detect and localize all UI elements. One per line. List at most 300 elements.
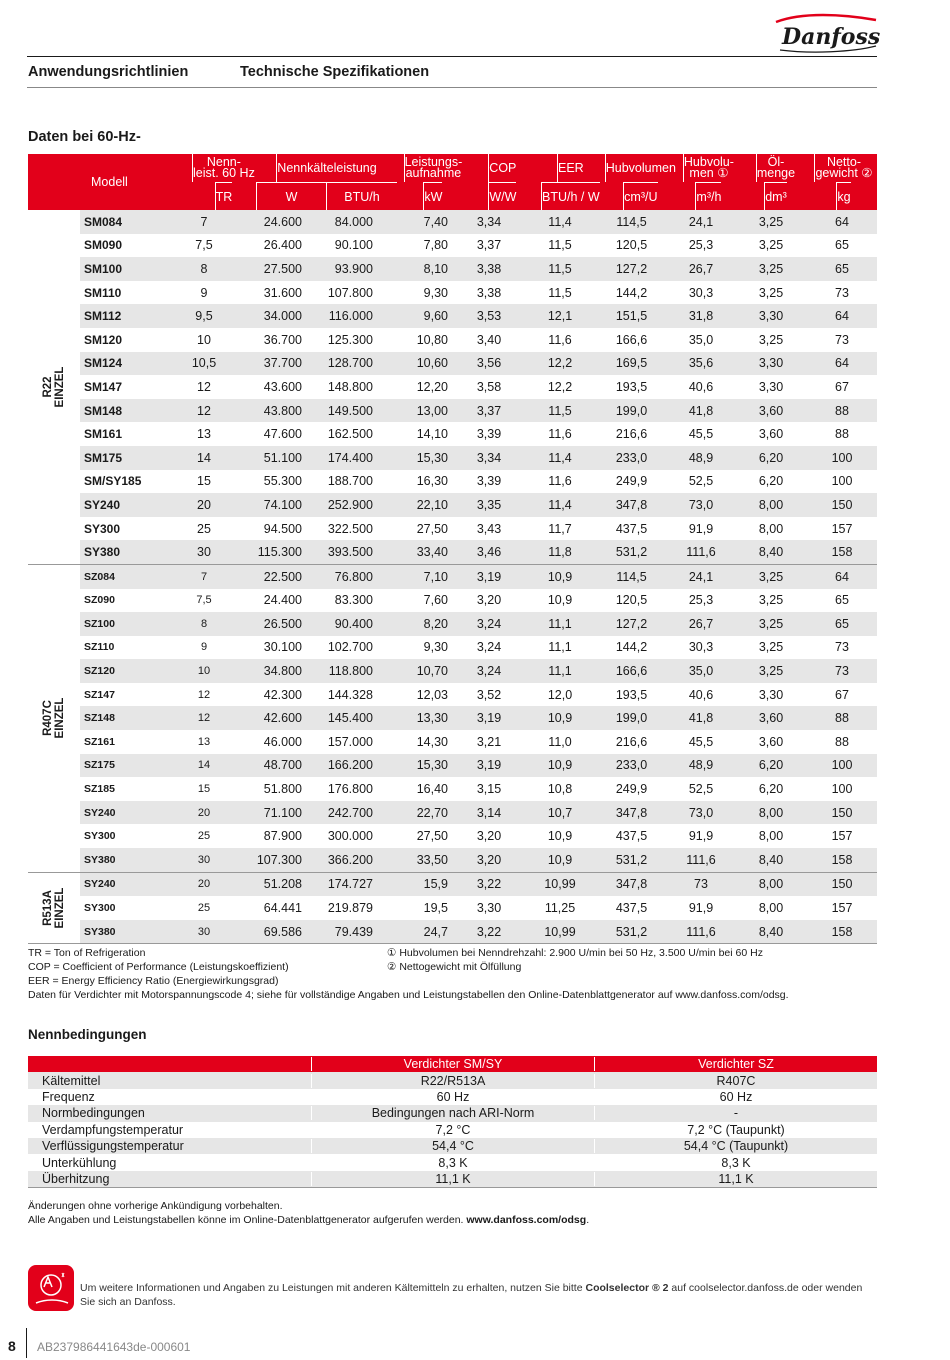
- header-unit-w: W: [256, 182, 326, 210]
- cell-cm3: 144,2: [615, 285, 648, 300]
- cell-kw: 12,03: [416, 687, 448, 702]
- cell-model: SM148: [84, 403, 123, 418]
- cell-kg: 67: [835, 379, 849, 394]
- cell-kg: 158: [831, 545, 853, 560]
- table-group: [28, 210, 877, 565]
- cell-model: SM161: [84, 427, 123, 442]
- cell-model: SZ161: [84, 735, 115, 748]
- cell-cm3: 169,5: [615, 356, 648, 371]
- cell-model: SY240: [84, 806, 116, 819]
- conditions-label: Frequenz: [42, 1089, 95, 1104]
- cell-kg: 150: [831, 805, 853, 820]
- table-body: [28, 210, 877, 944]
- cell-eer: 10,8: [547, 782, 573, 797]
- cell-model: SZ084: [84, 570, 115, 583]
- cell-kw: 19,5: [423, 901, 448, 916]
- cell-model: SM175: [84, 450, 123, 465]
- cell-cm3: 127,2: [615, 616, 648, 631]
- cell-tr: 20: [197, 878, 211, 891]
- cell-kg: 88: [835, 734, 849, 749]
- cell-tr: 7,5: [195, 238, 213, 253]
- cell-btu: 162.500: [327, 427, 373, 442]
- cell-tr: 9,5: [195, 309, 213, 324]
- cell-w: 51.100: [263, 450, 302, 465]
- cell-btu: 242.700: [327, 805, 373, 820]
- cell-m3h: 41,8: [688, 711, 714, 726]
- header-hubvolumen-2: Hubvolu- men ①: [683, 155, 734, 180]
- cell-m3h: 26,7: [688, 616, 714, 631]
- cell-model: SZ090: [84, 594, 115, 607]
- cell-tr: 20: [197, 497, 211, 512]
- header-nennkaelte: Nennkälteleistung: [276, 154, 376, 182]
- cell-model: SM112: [84, 309, 122, 324]
- cell-eer: 11,1: [548, 640, 572, 655]
- conditions-label: Verdampfungstemperatur: [42, 1122, 184, 1137]
- cell-btu: 148.800: [327, 379, 373, 394]
- header-title-left: Anwendungsrichtlinien: [28, 64, 189, 80]
- note-nettogewicht: ② Nettogewicht mit Ölfüllung: [387, 961, 522, 973]
- cell-kw: 9,30: [423, 285, 448, 300]
- cell-btu: 176.800: [327, 782, 373, 797]
- cell-eer: 10,9: [547, 829, 573, 844]
- cell-cop: 3,37: [476, 403, 502, 418]
- cell-kw: 14,30: [416, 734, 448, 749]
- cell-cop: 3,22: [476, 877, 502, 892]
- header-unit-dm3: dm³: [764, 182, 787, 210]
- cell-kg: 64: [835, 356, 849, 371]
- header-model: Modell: [91, 175, 128, 189]
- cell-kg: 65: [835, 593, 849, 608]
- table-row: [80, 920, 877, 944]
- cell-m3h: 41,8: [688, 403, 714, 418]
- cell-eer: 12,1: [547, 309, 573, 324]
- conditions-row: [28, 1072, 877, 1088]
- cell-eer: 11,5: [548, 238, 572, 253]
- cell-kg: 100: [831, 758, 853, 773]
- cell-eer: 10,99: [544, 877, 576, 892]
- cell-m3h: 73,0: [688, 805, 714, 820]
- cell-m3h: 52,5: [688, 474, 714, 489]
- cell-cop: 3,30: [476, 901, 502, 916]
- table-row: [80, 824, 877, 848]
- cell-eer: 11,5: [548, 403, 572, 418]
- cell-model: SY380: [84, 853, 116, 866]
- cell-tr: 12: [197, 712, 211, 725]
- cell-w: 87.900: [263, 829, 302, 844]
- note-cop: COP = Coefficient of Performance (Leistungskoeffizient): [28, 961, 289, 973]
- cell-tr: 10: [197, 332, 211, 347]
- cell-dm3: 3,25: [758, 332, 784, 347]
- cell-cm3: 347,8: [615, 805, 648, 820]
- header-unit-ww: W/W: [488, 182, 516, 210]
- table-row: [80, 210, 877, 234]
- cell-tr: 7,5: [196, 594, 212, 607]
- group-label-text: R513A EINZEL: [41, 887, 66, 929]
- page-number: 8: [8, 1338, 16, 1354]
- cell-cop: 3,46: [476, 545, 502, 560]
- cell-w: 64.441: [263, 901, 302, 916]
- cell-kw: 10,80: [416, 332, 448, 347]
- cell-cm3: 199,0: [615, 711, 648, 726]
- footer-notes: [28, 1199, 589, 1227]
- cell-btu: 144.328: [327, 687, 373, 702]
- cell-kw: 15,30: [416, 758, 448, 773]
- cell-tr: 30: [197, 853, 211, 866]
- cell-btu: 145.400: [327, 711, 373, 726]
- cell-w: 26.500: [263, 616, 302, 631]
- cell-cop: 3,37: [476, 238, 502, 253]
- cell-model: SM120: [84, 332, 123, 347]
- cell-tr: 8: [200, 617, 208, 630]
- conditions-sz: R407C: [594, 1074, 877, 1088]
- note-hubvolumen: ① Hubvolumen bei Nenndrehzahl: 2.900 U/min bei 50 Hz, 3.500 U/min bei 60 Hz: [387, 947, 763, 959]
- cell-btu: 84.000: [334, 214, 373, 229]
- cell-w: 42.300: [263, 687, 302, 702]
- cell-model: SM084: [84, 214, 123, 229]
- cell-cop: 3,35: [476, 497, 502, 512]
- cell-kg: 65: [835, 238, 849, 253]
- cell-kg: 73: [835, 332, 849, 347]
- cell-cop: 3,24: [476, 616, 502, 631]
- table-row: [80, 801, 877, 825]
- cell-cop: 3,19: [476, 758, 502, 773]
- cell-tr: 20: [197, 806, 211, 819]
- cell-kw: 27,50: [416, 521, 448, 536]
- footer-note-changes: Änderungen ohne vorherige Ankündigung vorbehalten.: [28, 1200, 283, 1212]
- cell-cm3: 166,6: [615, 332, 648, 347]
- cell-kg: 65: [835, 261, 849, 276]
- cell-eer: 11,6: [548, 427, 572, 442]
- cell-dm3: 3,30: [758, 379, 784, 394]
- cell-btu: 300.000: [327, 829, 373, 844]
- conditions-sz: 11,1 K: [594, 1172, 877, 1186]
- cell-w: 24.400: [263, 593, 302, 608]
- cell-cm3: 144,2: [615, 640, 648, 655]
- cell-cop: 3,24: [476, 664, 502, 679]
- cell-cop: 3,24: [476, 640, 502, 655]
- cell-tr: 7: [200, 570, 208, 583]
- cell-dm3: 3,25: [758, 214, 784, 229]
- table-row: [80, 777, 877, 801]
- cell-btu: 102.700: [327, 640, 373, 655]
- header-hubvolumen: Hubvolumen: [605, 154, 676, 182]
- table-row: [80, 754, 877, 778]
- cell-eer: 11,8: [548, 545, 572, 560]
- table-row: [80, 234, 877, 258]
- cell-model: SY300: [84, 521, 121, 536]
- cell-m3h: 111,6: [686, 852, 716, 867]
- cell-dm3: 3,25: [758, 640, 784, 655]
- cell-dm3: 3,25: [758, 593, 784, 608]
- cell-model: SZ147: [84, 688, 115, 701]
- cell-kg: 158: [831, 924, 853, 939]
- cell-cm3: 347,8: [615, 497, 648, 512]
- cell-dm3: 3,60: [758, 734, 784, 749]
- cell-m3h: 91,9: [688, 901, 714, 916]
- section-title-60hz: Daten bei 60-Hz-: [28, 129, 141, 145]
- cell-cop: 3,52: [476, 687, 502, 702]
- cell-tr: 15: [197, 474, 211, 489]
- cell-m3h: 111,6: [686, 545, 716, 560]
- conditions-sm-sy: 60 Hz: [311, 1090, 594, 1104]
- cell-cm3: 437,5: [615, 829, 648, 844]
- cell-cop: 3,53: [476, 309, 502, 324]
- cell-kw: 7,80: [423, 238, 448, 253]
- cell-dm3: 3,25: [758, 616, 784, 631]
- cell-dm3: 8,00: [758, 829, 784, 844]
- cell-cop: 3,19: [476, 569, 502, 584]
- odsg-link[interactable]: www.danfoss.com/odsg: [466, 1214, 587, 1226]
- conditions-sm-sy: 54,4 °C: [311, 1139, 594, 1153]
- cell-model: SM110: [84, 285, 122, 300]
- cell-dm3: 8,00: [758, 521, 784, 536]
- cell-tr: 30: [197, 925, 211, 938]
- cell-eer: 10,9: [547, 569, 573, 584]
- cell-dm3: 8,00: [758, 901, 784, 916]
- cell-tr: 25: [197, 521, 211, 536]
- cell-dm3: 3,60: [758, 403, 784, 418]
- header-eer: EER: [557, 154, 584, 182]
- conditions-label: Unterkühlung: [42, 1155, 117, 1170]
- cell-cop: 3,38: [476, 285, 502, 300]
- conditions-sz: 54,4 °C (Taupunkt): [594, 1139, 877, 1153]
- table-row: [80, 730, 877, 754]
- cell-tr: 9: [200, 285, 208, 300]
- table-row: [80, 399, 877, 423]
- note-eer: EER = Energy Efficiency Ratio (Energiewirkungsgrad): [28, 975, 279, 987]
- cell-eer: 11,5: [548, 261, 572, 276]
- cell-eer: 12,2: [547, 379, 573, 394]
- cell-model: SM124: [84, 356, 123, 371]
- table-row: [80, 565, 877, 589]
- cell-eer: 11,4: [548, 214, 572, 229]
- table-row: [80, 848, 877, 872]
- conditions-row: [28, 1105, 877, 1121]
- header-unit-btuw: BTU/h / W: [541, 182, 600, 210]
- cell-cm3: 151,5: [615, 309, 648, 324]
- cell-eer: 11,1: [548, 616, 572, 631]
- coolselector-icon: [28, 1265, 74, 1311]
- cell-kw: 8,10: [423, 261, 448, 276]
- cell-dm3: 3,25: [758, 569, 784, 584]
- cell-w: 47.600: [263, 427, 302, 442]
- table-row: [80, 706, 877, 730]
- cell-cop: 3,19: [476, 711, 502, 726]
- cell-tr: 9: [200, 641, 208, 654]
- cell-w: 51.800: [263, 782, 302, 797]
- cell-eer: 10,7: [547, 805, 573, 820]
- cell-cm3: 114,5: [616, 569, 647, 584]
- coolselector-text: Um weitere Informationen und Angaben zu Leistungen mit anderen Kältemitteln zu erhalten, nutzen Sie bitte Coolselector ® 2 auf coolselector.danfoss.de oder wenden Sie sich an Danfoss.: [80, 1282, 863, 1308]
- cell-w: 43.800: [263, 403, 302, 418]
- cell-w: 69.586: [263, 924, 302, 939]
- cell-w: 27.500: [263, 261, 302, 276]
- cell-dm3: 8,00: [758, 877, 784, 892]
- cell-eer: 10,9: [547, 711, 573, 726]
- cell-dm3: 6,20: [758, 758, 784, 773]
- conditions-label: Überhitzung: [42, 1171, 110, 1186]
- cell-kg: 100: [831, 474, 853, 489]
- document-code: AB237986441643de-000601: [37, 1340, 191, 1354]
- cell-cm3: 114,5: [616, 214, 647, 229]
- conditions-label: Verflüssigungstemperatur: [42, 1139, 184, 1154]
- cell-eer: 11,0: [548, 734, 572, 749]
- cell-eer: 11,7: [548, 521, 572, 536]
- cell-btu: 76.800: [334, 569, 373, 584]
- cell-kg: 64: [835, 214, 849, 229]
- cell-kg: 65: [835, 616, 849, 631]
- cell-cm3: 216,6: [615, 427, 648, 442]
- cell-kw: 15,30: [416, 450, 448, 465]
- table-row: [80, 493, 877, 517]
- cell-btu: 128.700: [327, 356, 373, 371]
- cell-cm3: 347,8: [615, 877, 648, 892]
- cell-w: 30.100: [263, 640, 302, 655]
- cell-cm3: 199,0: [615, 403, 648, 418]
- cell-kw: 10,70: [416, 664, 448, 679]
- cell-eer: 11,5: [548, 285, 572, 300]
- cell-kw: 7,10: [423, 569, 448, 584]
- cell-cm3: 531,2: [615, 924, 648, 939]
- header-unit-cm3: cm³/U: [623, 182, 657, 210]
- header-unit-kg: kg: [836, 182, 850, 210]
- cell-w: 37.700: [263, 356, 302, 371]
- cell-model: SZ120: [84, 665, 115, 678]
- conditions-sm-sy: 8,3 K: [311, 1156, 594, 1170]
- cell-m3h: 26,7: [688, 261, 714, 276]
- table-row: [80, 422, 877, 446]
- table-row: [80, 896, 877, 920]
- conditions-header: [28, 1056, 877, 1072]
- cell-m3h: 35,0: [688, 664, 714, 679]
- cell-cm3: 249,9: [615, 474, 648, 489]
- cell-m3h: 45,5: [688, 734, 714, 749]
- cell-eer: 11,4: [548, 450, 572, 465]
- group-label: [28, 565, 80, 872]
- header-unit-btu: BTU/h: [326, 182, 397, 210]
- cell-w: 74.100: [263, 497, 302, 512]
- cell-kw: 22,70: [416, 805, 448, 820]
- cell-w: 115.300: [257, 545, 302, 560]
- cell-m3h: 45,5: [688, 427, 714, 442]
- table-row: [80, 659, 877, 683]
- cell-dm3: 8,00: [758, 805, 784, 820]
- cell-kg: 64: [835, 569, 849, 584]
- cell-dm3: 3,25: [758, 664, 784, 679]
- cell-cop: 3,21: [476, 734, 502, 749]
- cell-model: SY240: [84, 497, 121, 512]
- cell-kg: 73: [835, 640, 849, 655]
- cell-eer: 11,1: [548, 664, 572, 679]
- table-row: [80, 470, 877, 494]
- cell-cop: 3,43: [476, 521, 502, 536]
- cell-kw: 10,60: [416, 356, 448, 371]
- cell-tr: 25: [197, 830, 211, 843]
- cell-cm3: 193,5: [615, 687, 648, 702]
- cell-cop: 3,20: [476, 829, 502, 844]
- cell-m3h: 73,0: [688, 497, 714, 512]
- conditions-sm-sy: 11,1 K: [311, 1172, 594, 1186]
- cell-tr: 10: [197, 665, 211, 678]
- header-title-right: Technische Spezifikationen: [240, 64, 430, 80]
- conditions-label: Normbedingungen: [42, 1106, 145, 1121]
- cell-eer: 10,9: [547, 593, 573, 608]
- page-separator: [26, 1328, 27, 1358]
- cell-cm3: 120,5: [615, 593, 648, 608]
- cell-kg: 100: [831, 782, 853, 797]
- table-group: [28, 565, 877, 873]
- cell-m3h: 111,6: [686, 924, 716, 939]
- cell-m3h: 35,0: [688, 332, 714, 347]
- cell-btu: 174.727: [327, 877, 373, 892]
- table-header: [28, 154, 877, 210]
- table-row: [80, 517, 877, 541]
- cell-cop: 3,40: [476, 332, 502, 347]
- cell-m3h: 35,6: [688, 356, 714, 371]
- table-group: [28, 873, 877, 945]
- cell-dm3: 3,25: [758, 238, 784, 253]
- cell-m3h: 91,9: [688, 829, 714, 844]
- cell-cop: 3,15: [476, 782, 502, 797]
- cell-cm3: 127,2: [615, 261, 648, 276]
- cell-m3h: 31,8: [688, 309, 714, 324]
- conditions-header-sm-sy: Verdichter SM/SY: [311, 1057, 594, 1071]
- cell-m3h: 24,1: [688, 569, 714, 584]
- cell-cop: 3,34: [476, 214, 502, 229]
- cell-kw: 33,50: [416, 852, 448, 867]
- cell-w: 26.400: [263, 238, 302, 253]
- cell-w: 36.700: [263, 332, 302, 347]
- conditions-row: [28, 1122, 877, 1138]
- cell-eer: 10,9: [547, 852, 573, 867]
- cell-eer: 12,2: [547, 356, 573, 371]
- header-nettogewicht: Netto- gewicht ②: [815, 155, 873, 180]
- cell-tr: 13: [197, 427, 211, 442]
- conditions-header-sz: Verdichter SZ: [594, 1057, 877, 1071]
- cell-m3h: 25,3: [688, 238, 714, 253]
- cell-kg: 158: [831, 852, 853, 867]
- cell-btu: 322.500: [327, 521, 373, 536]
- cell-tr: 13: [197, 735, 211, 748]
- cell-model: SM090: [84, 238, 123, 253]
- cell-cop: 3,14: [476, 805, 502, 820]
- note-data: Daten für Verdichter mit Motorspannungscode 4; siehe für vollständige Angaben und Leistungstabellen den Online-Datenblattgenerator auf www.danfoss.com/odsg.: [28, 989, 789, 1001]
- cell-cm3: 437,5: [615, 901, 648, 916]
- cell-w: 31.600: [263, 285, 302, 300]
- cell-dm3: 8,00: [758, 497, 784, 512]
- cell-model: SZ110: [84, 641, 115, 654]
- cell-btu: 174.400: [327, 450, 373, 465]
- cell-dm3: 8,40: [758, 852, 784, 867]
- spec-table: [28, 154, 877, 944]
- cell-m3h: 30,3: [688, 285, 714, 300]
- cell-eer: 11,25: [544, 901, 576, 916]
- danfoss-logo: [772, 12, 880, 54]
- cell-tr: 14: [197, 450, 211, 465]
- cell-kw: 13,30: [416, 711, 448, 726]
- cell-btu: 188.700: [327, 474, 373, 489]
- cell-model: SY240: [84, 878, 116, 891]
- cell-model: SY300: [84, 902, 116, 915]
- cell-cop: 3,39: [476, 427, 502, 442]
- table-row: [80, 589, 877, 613]
- cell-btu: 116.000: [328, 309, 373, 324]
- table-row: [80, 257, 877, 281]
- note-tr: TR = Ton of Refrigeration: [28, 947, 146, 959]
- cell-dm3: 3,30: [758, 309, 784, 324]
- cell-cop: 3,20: [476, 593, 502, 608]
- cell-eer: 12,0: [547, 687, 573, 702]
